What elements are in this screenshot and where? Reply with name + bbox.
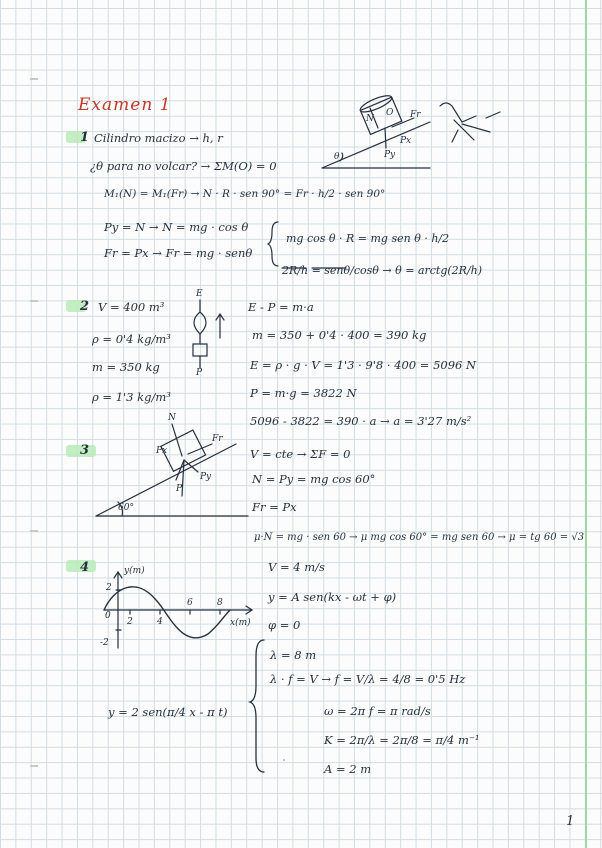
q4-x-tick: 6 — [187, 598, 193, 608]
q2-work: E - P = m·a — [248, 300, 314, 314]
q3-diagram-label: P — [176, 484, 183, 494]
q2-diagram-label: E — [196, 289, 203, 299]
q1-force-sketch — [440, 103, 500, 142]
q2-data: m = 350 kg — [92, 360, 160, 374]
q2-work: E = ρ · g · V = 1'3 · 9'8 · 400 = 5096 N — [250, 358, 477, 372]
q1-line: mg cos θ · R = mg sen θ · h/2 — [286, 232, 450, 245]
q2-work: P = m·g = 3822 N — [250, 386, 357, 400]
q4-zero-label: 0 — [105, 611, 111, 621]
q3-work: Fr = Px — [252, 500, 297, 514]
q3-diagram-label: 60° — [118, 503, 134, 513]
q4-y-tick: 2 — [106, 583, 112, 593]
question-number: 2 — [80, 299, 90, 314]
q4-given: y = A sen(kx - ωt + φ) — [268, 590, 397, 604]
q4-brace-line: K = 2π/λ = 2π/8 = π/4 m⁻¹ — [324, 733, 480, 747]
q4-given: V = 4 m/s — [268, 560, 325, 574]
q4-x-axis-label: x(m) — [230, 618, 251, 628]
question-number: 3 — [80, 443, 90, 458]
q4-wave-graph — [104, 572, 252, 648]
q3-diagram-label: Py — [200, 472, 212, 482]
q1-diagram-label: O — [386, 108, 394, 118]
q3-diagram-label: Fr — [212, 434, 223, 444]
question-number: 1 — [80, 130, 90, 145]
q1-line: Cilindro macizo → h, r — [94, 131, 223, 145]
q4-brace-line: λ · f = V → f = V/λ = 4/8 = 0'5 Hz — [270, 672, 466, 686]
q2-diagram-label: P — [196, 368, 203, 378]
q3-diagram-label: Px — [156, 446, 168, 456]
q3-work: μ·N = mg · sen 60 → μ mg cos 60° = mg sen 60 → μ = tg 60 = √3 — [254, 532, 585, 543]
q4-result: y = 2 sen(π/4 x - π t) — [108, 705, 228, 719]
q2-balloon-diagram — [193, 300, 224, 368]
q4-x-tick: 8 — [217, 598, 223, 608]
question-number: 4 — [80, 560, 90, 575]
q4-brace-line: ω = 2π f = π rad/s — [324, 704, 431, 718]
q3-work: N = Py = mg cos 60° — [252, 472, 376, 486]
q4-x-tick: 4 — [157, 617, 163, 627]
q1-diagram-label: θ — [334, 152, 340, 162]
q1-line: ¿θ para no volcar? → ΣM(O) = 0 — [90, 159, 277, 173]
q2-data: V = 400 m³ — [98, 300, 165, 314]
q4-brace-line: A = 2 m — [324, 762, 372, 776]
q1-diagram-label: Px — [400, 136, 412, 146]
q4-y-axis-label: y(m) — [124, 566, 145, 576]
q1-diagram-label: N — [366, 114, 374, 124]
q1-diagram-label: Py — [384, 150, 396, 160]
q1-diagram-label: Fr — [410, 110, 421, 120]
q2-data: ρ = 0'4 kg/m³ — [92, 332, 171, 346]
q2-work: 5096 - 3822 = 390 · a → a = 3'27 m/s² — [250, 414, 472, 428]
q4-brace-line: λ = 8 m — [270, 648, 317, 662]
q1-line: 2R/h = senθ/cosθ → θ = arctg(2R/h) — [282, 264, 483, 277]
q4-x-tick: 2 — [127, 617, 133, 627]
q2-data: ρ = 1'3 kg/m³ — [92, 390, 171, 404]
q3-diagram-label: N — [168, 413, 176, 423]
q3-work: V = cte → ΣF = 0 — [250, 447, 351, 461]
q1-line: M₁(N) = M₁(Fr) → N · R · sen 90° = Fr · h/2 · sen 90° — [104, 188, 386, 200]
page-title: Examen 1 — [78, 95, 172, 115]
q4-y-tick: -2 — [100, 638, 109, 648]
q2-work: m = 350 + 0'4 · 400 = 390 kg — [252, 328, 427, 342]
q1-line: Fr = Px → Fr = mg · senθ — [104, 246, 253, 260]
q1-line: Py = N → N = mg · cos θ — [104, 220, 249, 234]
q4-given: φ = 0 — [268, 618, 301, 632]
page-number: 1 — [566, 814, 575, 829]
